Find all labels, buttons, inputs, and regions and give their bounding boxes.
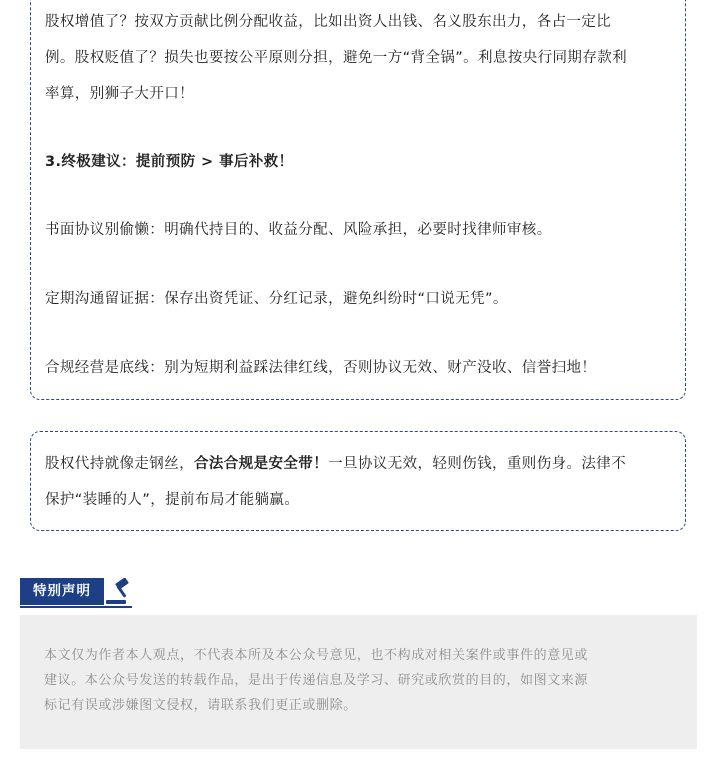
section-heading: 3.终极建议：提前预防 > 事后补救！ xyxy=(45,154,294,170)
advice-item-written-agreement: 书面协议别偷懒：明确代持目的、收益分配、风险承担，必要时找律师审核。 xyxy=(45,222,552,238)
disclaimer-box xyxy=(20,615,697,749)
paragraph-line: 例。股权贬值了？损失也要按公平原则分担，避免一方“背全锅”。利息按央行同期存款利 xyxy=(45,50,628,66)
advice-item-evidence: 定期沟通留证据：保存出资凭证、分红记录，避免纠纷时“口说无凭”。 xyxy=(45,291,508,307)
summary-line: 股权代持就像走钢丝，合法合规是安全带！一旦协议无效，轻则伤钱，重则伤身。法律不 xyxy=(45,456,627,472)
summary-emphasis: 合法合规是安全带！ xyxy=(194,456,329,472)
notice-header xyxy=(20,578,140,608)
summary-line: 保护“装睡的人”，提前布局才能躺赢。 xyxy=(45,492,300,508)
notice-label: 特别声明 xyxy=(20,578,104,605)
paragraph-line: 股权增值了？按双方贡献比例分配收益，比如出资人出钱、名义股东出力，各占一定比 xyxy=(45,14,612,30)
disclaimer-text: 本文仅为作者本人观点，不代表本所及本公众号意见，也不构成对相关案件或事件的意见或 建议。本公众号发送的转载作品，是出于传递信息及学习、研究或欣赏的目的，如图文来源 标记有误或涉嫌图文侵权，请联系我们更正或删除。 xyxy=(44,648,589,713)
advice-item-compliance: 合规经营是底线：别为短期利益踩法律红线，否则协议无效、财产没收、信誉扫地！ xyxy=(45,360,597,376)
paragraph-line: 率算，别狮子大开口！ xyxy=(45,86,194,102)
gavel-icon xyxy=(104,578,140,606)
divider xyxy=(20,606,132,608)
